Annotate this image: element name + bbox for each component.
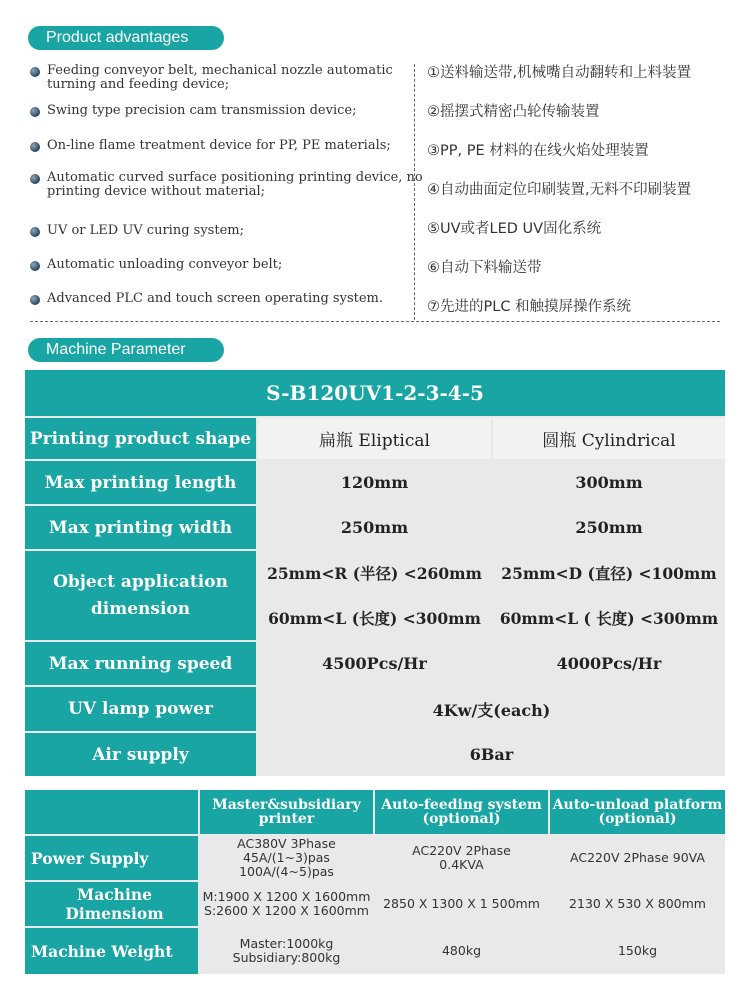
label-width: Max printing width [25,506,256,549]
power-feeding: AC220V 2Phase 0.4KVA [412,843,511,872]
lamp-power: 4Kw/支(each) [432,700,551,720]
parameter-table [25,370,725,776]
object-l-range-cylindrical: 60mm<L ( 长度) <300mm [499,609,719,628]
label-object-dimension: Object application dimension [25,551,256,640]
object-d-range: 25mm<D (直径) <100mm [501,563,717,583]
advantage-cn-item: ⑦先进的PLC 和触摸屏操作系统 [427,299,632,315]
object-l-range-eliptical: 60mm<L (长度) <300mm [268,609,481,628]
advantage-text: UV or LED UV curing system; [47,223,244,238]
bullet-icon [30,67,40,77]
length-cylindrical: 300mm [575,473,643,492]
advantage-text: Automatic curved surface positioning printing device, no printing device without material; [47,170,423,199]
spec-corner [25,790,198,834]
label-speed: Max running speed [25,642,256,685]
advantage-cn-item: ⑤UV或者LED UV固化系统 [427,221,602,237]
air-supply: 6Bar [469,745,514,764]
advantage-text: Swing type precision cam transmission device; [47,103,357,118]
spec-table [25,790,725,974]
label-lamp: UV lamp power [25,687,256,731]
label-machine-dimension: Machine Dimensiom [25,882,198,926]
advantage-cn-item: ②摇摆式精密凸轮传输装置 [427,104,600,120]
label-machine-weight: Machine Weight [25,928,198,974]
width-eliptical: 250mm [340,518,409,537]
speed-eliptical: 4500Pcs/Hr [322,654,427,673]
bullet-icon [30,107,40,117]
advantage-text: Automatic unloading conveyor belt; [47,257,283,272]
advantage-cn-item: ①送料输送带,机械嘴自动翻转和上料装置 [427,65,692,81]
advantage-text: Feeding conveyor belt, mechanical nozzle automatic turning and feeding device; [47,63,393,92]
bullet-icon [30,227,40,237]
dimension-unload: 2130 X 530 X 800mm [569,896,706,911]
bullet-icon [30,295,40,305]
shape-eliptical: 扁瓶 Eliptical [258,418,491,459]
header-auto-feeding: Auto-feeding system (optional) [375,790,548,834]
model-header: S-B120UV1-2-3-4-5 [25,370,725,416]
column-divider [414,64,415,320]
advantage-text: Advanced PLC and touch screen operating system. [47,291,383,306]
label-air: Air supply [25,733,256,776]
power-printer: AC380V 3Phase 45A/(1~3)pas 100A/(4~5)pas [237,836,336,879]
advantage-cn-item: ⑥自动下料输送带 [427,260,542,276]
dimension-printer: M:1900 X 1200 X 1600mm S:2600 X 1200 X 1600mm [202,889,371,918]
label-power-supply: Power Supply [25,836,198,880]
product-advantages-title: Product advantages [28,26,224,50]
power-unload: AC220V 2Phase 90VA [570,850,705,865]
bullet-icon [30,174,40,184]
advantage-text: On-line flame treatment device for PP, PE materials; [47,138,391,153]
header-printer: Master&subsidiary printer [200,790,373,834]
label-shape: Printing product shape [25,418,256,459]
dimension-feeding: 2850 X 1300 X 1 500mm [383,896,540,911]
weight-unload: 150kg [617,943,658,958]
advantage-cn-item: ④自动曲面定位印刷装置,无料不印刷装置 [427,182,692,198]
weight-printer: Master:1000kg Subsidiary:800kg [232,936,341,965]
object-r-range: 25mm<R (半径) <260mm [267,563,482,583]
header-auto-unload: Auto-unload platform (optional) [550,790,725,834]
shape-cylindrical: 圆瓶 Cylindrical [493,418,725,459]
bullet-icon [30,261,40,271]
width-cylindrical: 250mm [575,518,643,537]
label-length: Max printing length [25,461,256,504]
advantage-cn-item: ③PP, PE 材料的在线火焰处理装置 [427,143,649,159]
section-divider [30,321,720,322]
speed-cylindrical: 4000Pcs/Hr [556,654,662,673]
bullet-icon [30,142,40,152]
weight-feeding: 480kg [441,943,482,958]
length-eliptical: 120mm [340,473,409,492]
machine-parameter-title: Machine Parameter [28,338,224,362]
